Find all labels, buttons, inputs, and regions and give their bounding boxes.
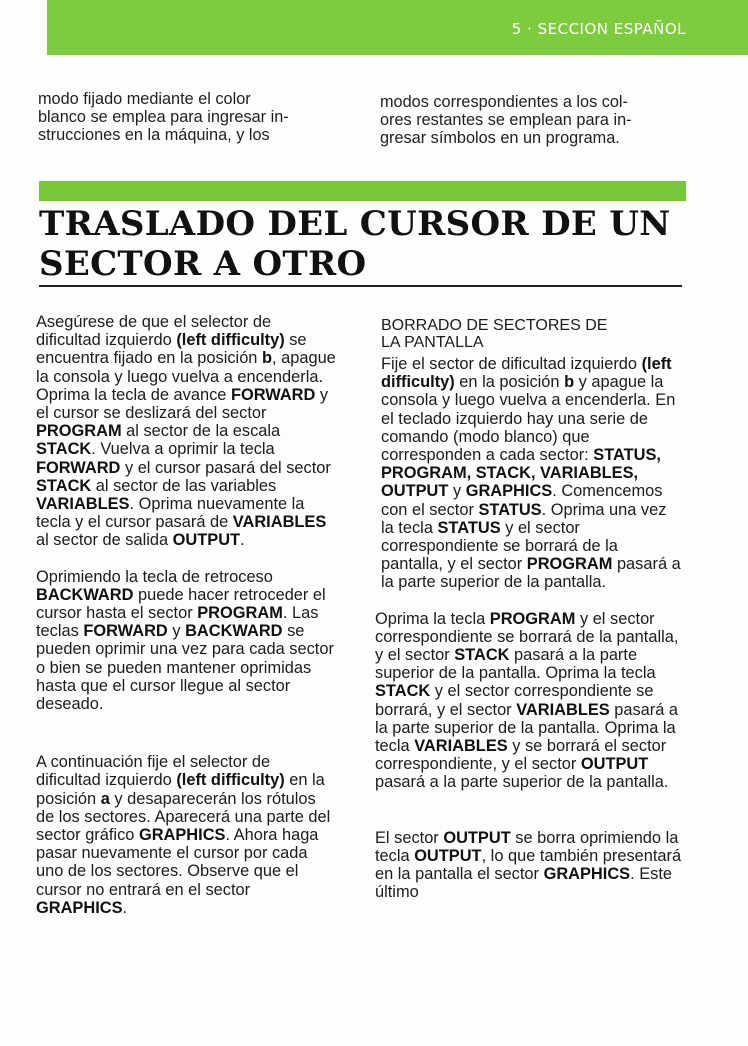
section-header-band (47, 0, 748, 55)
bold-term: b (261, 349, 272, 368)
bold-term: (left difficulty) (176, 331, 285, 350)
bold-term: GRAPHICS (543, 865, 631, 884)
bold-term: FORWARD (36, 458, 121, 477)
bold-term: STACK (375, 682, 431, 701)
bold-term: VARIABLES (36, 495, 130, 514)
subheading: BORRADO DE SECTORES DE LA PANTALLA (381, 317, 608, 351)
bold-term: STATUS, PROGRAM, STACK, VARIABLES, OUTPUT (381, 446, 661, 501)
intro-text-left: modo fijado mediante el color blanco se emplea para ingresar in- strucciones en la máquina, y los (38, 90, 289, 144)
bold-term: OUTPUT (414, 846, 482, 865)
bold-term: PROGRAM (489, 609, 576, 628)
paragraph: Oprimiendo la tecla de retroceso BACKWARD puede hacer retroceder el cursor hasta el sector PROGRAM. Las teclas FORWARD y BACKWARD se pueden oprimir una vez para cada sector o bien se pueden mantener oprimidas hasta que el cursor llegue al sector deseado. (36, 567, 334, 714)
paragraph: El sector OUTPUT se borra oprimiendo la tecla OUTPUT, lo que también presentará en la pantalla el sector GRAPHICS. Este último (375, 828, 682, 902)
left-column (36, 313, 336, 935)
bold-term: STACK (454, 646, 510, 665)
bold-term: b (564, 373, 575, 392)
bold-term: STACK (36, 440, 92, 459)
paragraph: A continuación fije el selector de dificultad izquierdo (left difficulty) en la posición a y desaparecerán los rótulos de los sectores. Aparecerá una parte del sector gráfico GRAPHICS. Ahora haga pasar nuevamente el cursor por cada uno de los sectores. Observe que el cursor no entrará en el sector GRAPHICS. (36, 753, 331, 917)
bold-term: BACKWARD (185, 622, 283, 641)
bold-term: (left difficulty) (176, 771, 285, 790)
bold-term: GRAPHICS (36, 898, 123, 917)
bold-term: STACK (36, 476, 92, 495)
bold-term: a (100, 789, 110, 808)
title-accent-bar (39, 181, 686, 201)
paragraph: Asegúrese de que el selector de dificultad izquierdo (left difficulty) se encuentra fijado en la posición b, apague la consola y luego vuelva a encenderla. Oprima la tecla de avance FORWARD y el cursor se deslizará del sector PROGRAM al sector de la escala STACK. Vuelva a oprimir la tecla FORWARD y el cursor pasará del sector STACK al sector de las variables VARIABLES. Oprima nuevamente la tecla y el cursor pasará de VARIABLES al sector de salida OUTPUT. (36, 313, 336, 550)
bold-term: (left difficulty) (381, 355, 672, 392)
bold-term: OUTPUT (580, 755, 649, 774)
paragraph: Oprima la tecla PROGRAM y el sector correspondiente se borrará de la pantalla, y el sector STACK pasará a la parte superior de la pantalla. Oprima la tecla STACK y el sector correspondiente se borrará, y el sector VARIABLES pasará a la parte superior de la pantalla. Oprima la tecla VARIABLES y se borrará el sector correspondiente, y el sector OUTPUT pasará a la parte superior de la pantalla. (375, 609, 679, 792)
bold-term: BACKWARD (36, 585, 134, 604)
title-underline-rule (39, 285, 682, 287)
bold-term: PROGRAM (197, 604, 283, 623)
bold-term: PROGRAM (526, 555, 613, 574)
bold-term: FORWARD (83, 622, 168, 641)
bold-term: GRAPHICS (465, 482, 553, 501)
bold-term: STATUS (437, 518, 501, 537)
bold-term: STATUS (478, 500, 542, 519)
bold-term: VARIABLES (232, 513, 327, 532)
bold-term: OUTPUT (443, 828, 511, 847)
intro-text-right: modos correspondientes a los col- ores restantes se emplean para in- gresar símbolos en un programa. (380, 93, 632, 147)
bold-term: VARIABLES (414, 737, 508, 756)
paragraph: Fije el sector de dificultad izquierdo (left difficulty) en la posición b y apague la consola y luego vuelva a encenderla. En el teclado izquierdo hay una serie de comando (modo blanco) que corresponden a cada sector: STATUS, PROGRAM, STACK, VARIABLES, OUTPUT y GRAPHICS. Comencemos con el sector STATUS. Oprima una vez la tecla STATUS y el sector correspondiente se borrará de la pantalla, y el sector PROGRAM pasará a la parte superior de la pantalla. (381, 355, 681, 592)
article-title: TRASLADO DEL CURSOR DE UN SECTOR A OTRO (39, 204, 671, 284)
section-label: 5 · SECCION ESPAÑOL (511, 20, 686, 38)
right-column (375, 313, 683, 919)
bold-term: GRAPHICS (138, 826, 226, 845)
bold-term: PROGRAM (36, 422, 122, 441)
bold-term: FORWARD (230, 385, 316, 404)
bold-term: OUTPUT (172, 531, 241, 550)
bold-term: VARIABLES (516, 700, 610, 719)
